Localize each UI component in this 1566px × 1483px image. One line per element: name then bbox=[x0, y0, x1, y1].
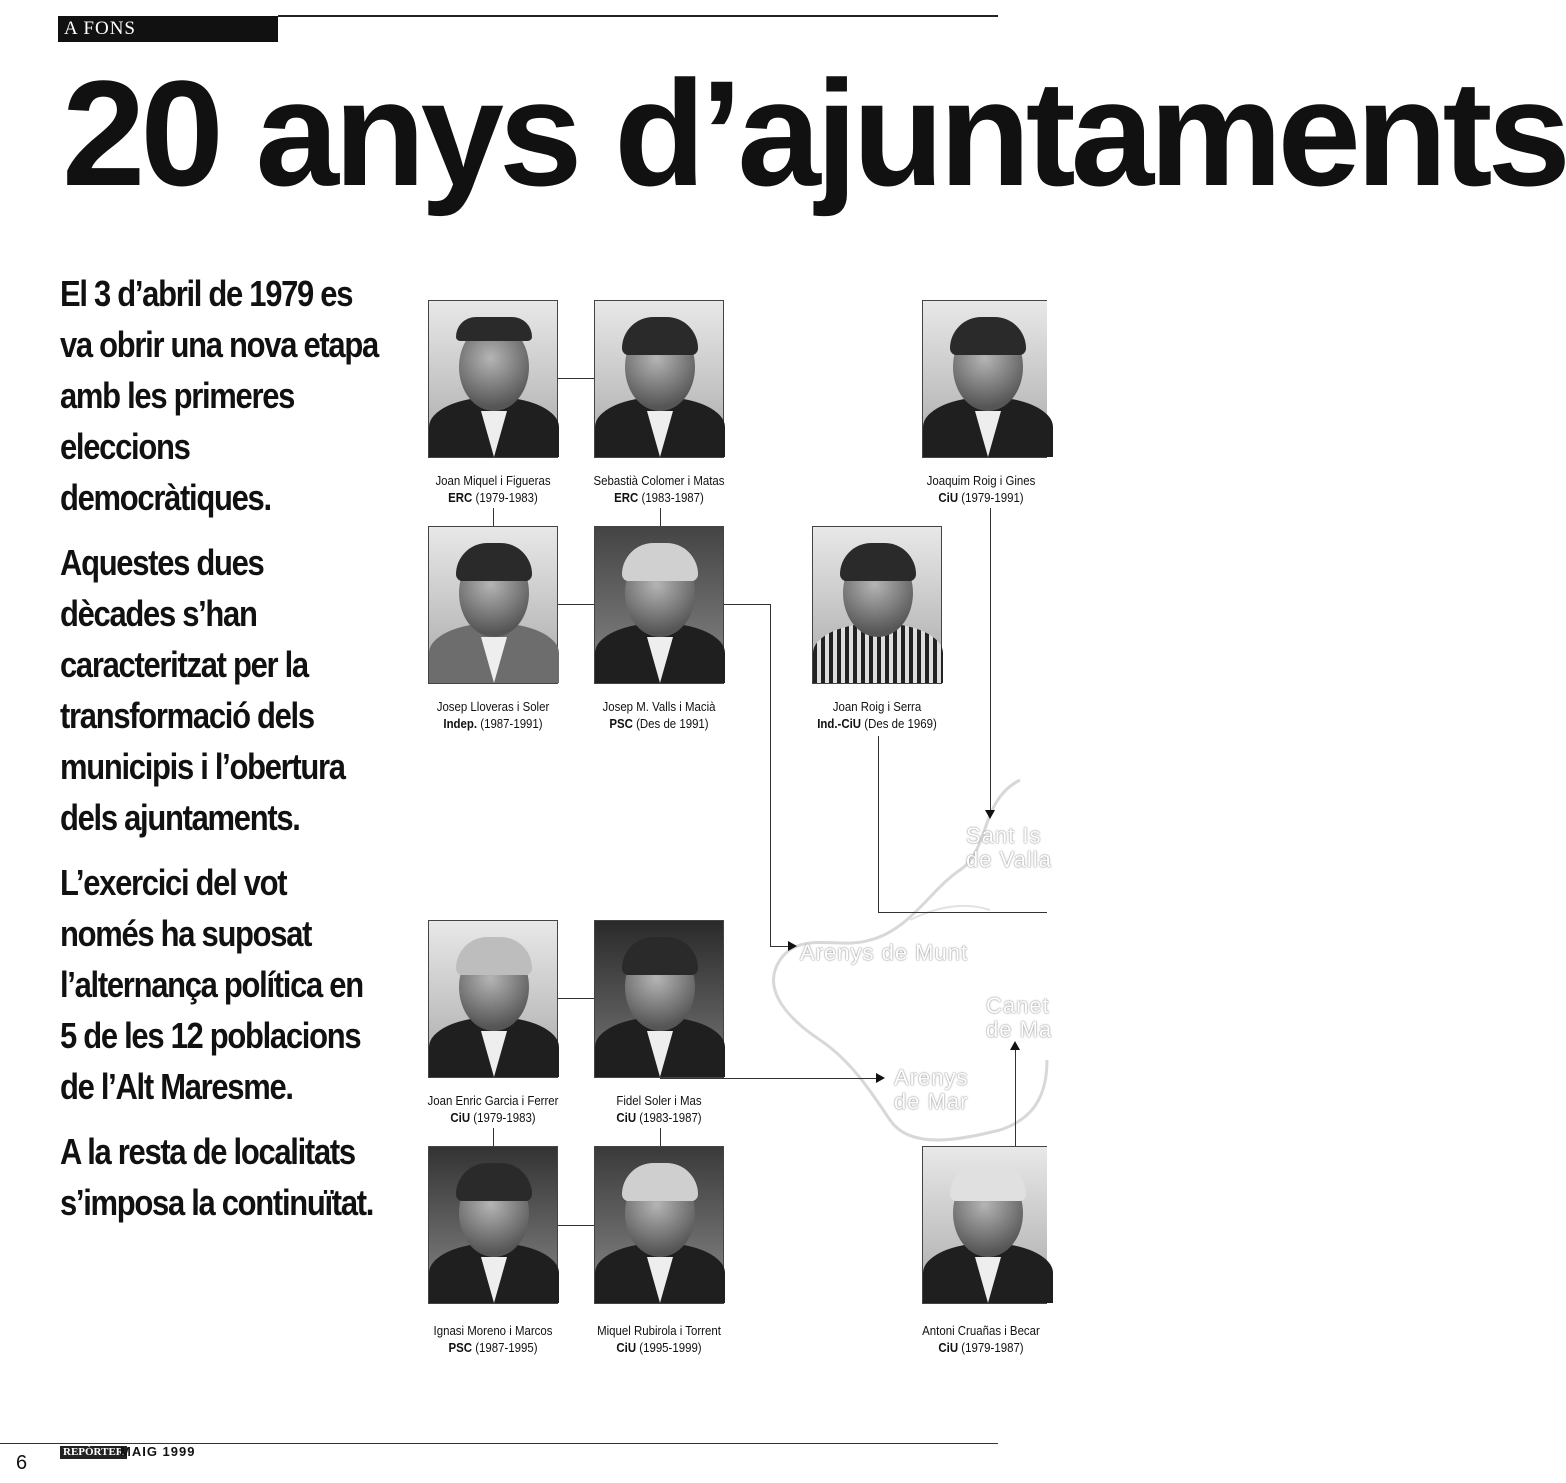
mayor-caption bbox=[418, 1322, 568, 1356]
mayor-photo bbox=[594, 526, 724, 684]
mayor-party: CiU bbox=[616, 1340, 637, 1355]
connector bbox=[558, 604, 594, 605]
mayor-photo bbox=[812, 526, 942, 684]
mayor-party: ERC bbox=[448, 490, 473, 505]
mayor-term: (1979-1983) bbox=[475, 490, 538, 505]
mayor-caption bbox=[418, 472, 568, 506]
connector bbox=[878, 912, 1047, 913]
mayor-name: Josep Lloveras i Soler bbox=[436, 699, 550, 714]
place-line: Arenys de Munt bbox=[800, 940, 969, 965]
issue-date: MAIG 1999 bbox=[120, 1444, 196, 1459]
mayor-photo bbox=[428, 526, 558, 684]
connector bbox=[558, 998, 594, 999]
section-tag: A FONS bbox=[58, 16, 278, 42]
mayor-photo bbox=[428, 920, 558, 1078]
mayor-photo bbox=[594, 920, 724, 1078]
intro-paragraph-3: L’exercici del vot només ha suposat l’alternança política en 5 de les 12 poblacions de l’Alt Maresme. bbox=[60, 862, 363, 1107]
connector bbox=[660, 1078, 878, 1079]
mayor-caption bbox=[418, 698, 568, 732]
mayor-caption bbox=[802, 698, 952, 732]
mayor-name: Miquel Rubirola i Torrent bbox=[597, 1323, 721, 1338]
arrow-right-icon bbox=[876, 1073, 885, 1083]
arrow-down-icon bbox=[985, 810, 995, 819]
headline: 20 anys d’ajuntaments bbox=[62, 49, 1566, 217]
mayor-name: Josep M. Valls i Macià bbox=[602, 699, 716, 714]
publication-logo: REPÒRTER bbox=[60, 1446, 127, 1459]
mayor-party: PSC bbox=[448, 1340, 473, 1355]
place-line: de Mar bbox=[894, 1089, 969, 1114]
place-canet-de-mar bbox=[986, 994, 1052, 1042]
mayor-term: (1995-1999) bbox=[639, 1340, 702, 1355]
mayor-party: Ind.-CiU bbox=[817, 716, 862, 731]
mayor-photo bbox=[594, 1146, 724, 1304]
intro-paragraph-4: A la resta de localitats s’imposa la continuïtat. bbox=[60, 1131, 374, 1223]
mayor-party: CiU bbox=[938, 1340, 959, 1355]
mayor-name: Joan Roig i Serra bbox=[832, 699, 922, 714]
mayor-party: PSC bbox=[609, 716, 633, 731]
mayor-caption bbox=[584, 1092, 734, 1126]
page-number: 6 bbox=[16, 1452, 28, 1474]
connector bbox=[493, 1128, 494, 1146]
mayor-party: CiU bbox=[938, 490, 959, 505]
connector bbox=[660, 508, 661, 526]
place-line: de Ma bbox=[986, 1017, 1053, 1042]
mayor-name: Ignasi Moreno i Marcos bbox=[433, 1323, 553, 1338]
mayor-term: (1979-1987) bbox=[961, 1340, 1024, 1355]
mayor-photo bbox=[594, 300, 724, 458]
place-line: Arenys bbox=[894, 1065, 969, 1090]
mayor-caption bbox=[915, 1322, 1047, 1356]
mayor-party: ERC bbox=[614, 490, 639, 505]
mayor-caption bbox=[584, 1322, 734, 1356]
mayor-caption bbox=[584, 472, 734, 506]
connector bbox=[660, 1128, 661, 1146]
intro-text bbox=[60, 268, 378, 1242]
intro-paragraph-2: Aquestes dues dècades s’han caracteritzat per la transformació dels municipis i l’obertura dels ajuntaments. bbox=[60, 542, 345, 838]
mayor-name: Antoni Cruañas i Becar bbox=[922, 1323, 1040, 1338]
mayor-photo bbox=[922, 1146, 1047, 1304]
mayor-caption bbox=[418, 1092, 568, 1126]
place-line: Canet bbox=[986, 993, 1050, 1018]
connector bbox=[558, 378, 594, 379]
connector bbox=[558, 1225, 594, 1226]
mayor-name: Sebastià Colomer i Matas bbox=[593, 473, 725, 488]
mayor-photo bbox=[428, 300, 558, 458]
mayor-term: (1979-1983) bbox=[473, 1110, 536, 1125]
place-sant-iscle bbox=[966, 824, 1052, 872]
intro-paragraph-1: El 3 d’abril de 1979 es va obrir una nova etapa amb les primeres eleccions democràtiques. bbox=[60, 273, 378, 518]
mayor-term: (1987-1991) bbox=[480, 716, 543, 731]
mayor-caption bbox=[915, 472, 1047, 506]
place-line: Sant Is bbox=[966, 823, 1042, 848]
arrow-right-icon bbox=[788, 941, 797, 951]
place-arenys-de-munt bbox=[800, 940, 968, 966]
mayor-party: CiU bbox=[450, 1110, 471, 1125]
connector bbox=[878, 736, 879, 912]
connector bbox=[770, 946, 790, 947]
mayor-name: Joan Enric Garcia i Ferrer bbox=[427, 1093, 559, 1108]
mayor-photo bbox=[922, 300, 1047, 458]
mayor-name: Fidel Soler i Mas bbox=[616, 1093, 702, 1108]
connector bbox=[724, 604, 770, 605]
mayor-term: (1983-1987) bbox=[639, 1110, 702, 1125]
connector bbox=[1015, 1048, 1016, 1146]
top-rule bbox=[278, 15, 998, 17]
mayor-name: Joan Miquel i Figueras bbox=[435, 473, 551, 488]
mayor-party: Indep. bbox=[443, 716, 478, 731]
mayor-term: (1979-1991) bbox=[961, 490, 1024, 505]
arrow-up-icon bbox=[1010, 1041, 1020, 1050]
place-arenys-de-mar bbox=[894, 1066, 968, 1114]
mayor-party: CiU bbox=[616, 1110, 637, 1125]
mayor-term: (1987-1995) bbox=[475, 1340, 538, 1355]
mayor-photo bbox=[428, 1146, 558, 1304]
connector bbox=[770, 604, 771, 946]
mayor-term: (Des de 1969) bbox=[864, 716, 937, 731]
place-line: de Valla bbox=[966, 847, 1052, 872]
connector bbox=[493, 508, 494, 526]
mayor-term: (1983-1987) bbox=[641, 490, 704, 505]
mayor-name: Joaquim Roig i Gines bbox=[926, 473, 1036, 488]
mayor-caption bbox=[584, 698, 734, 732]
connector bbox=[990, 508, 991, 813]
mayor-term: (Des de 1991) bbox=[636, 716, 709, 731]
